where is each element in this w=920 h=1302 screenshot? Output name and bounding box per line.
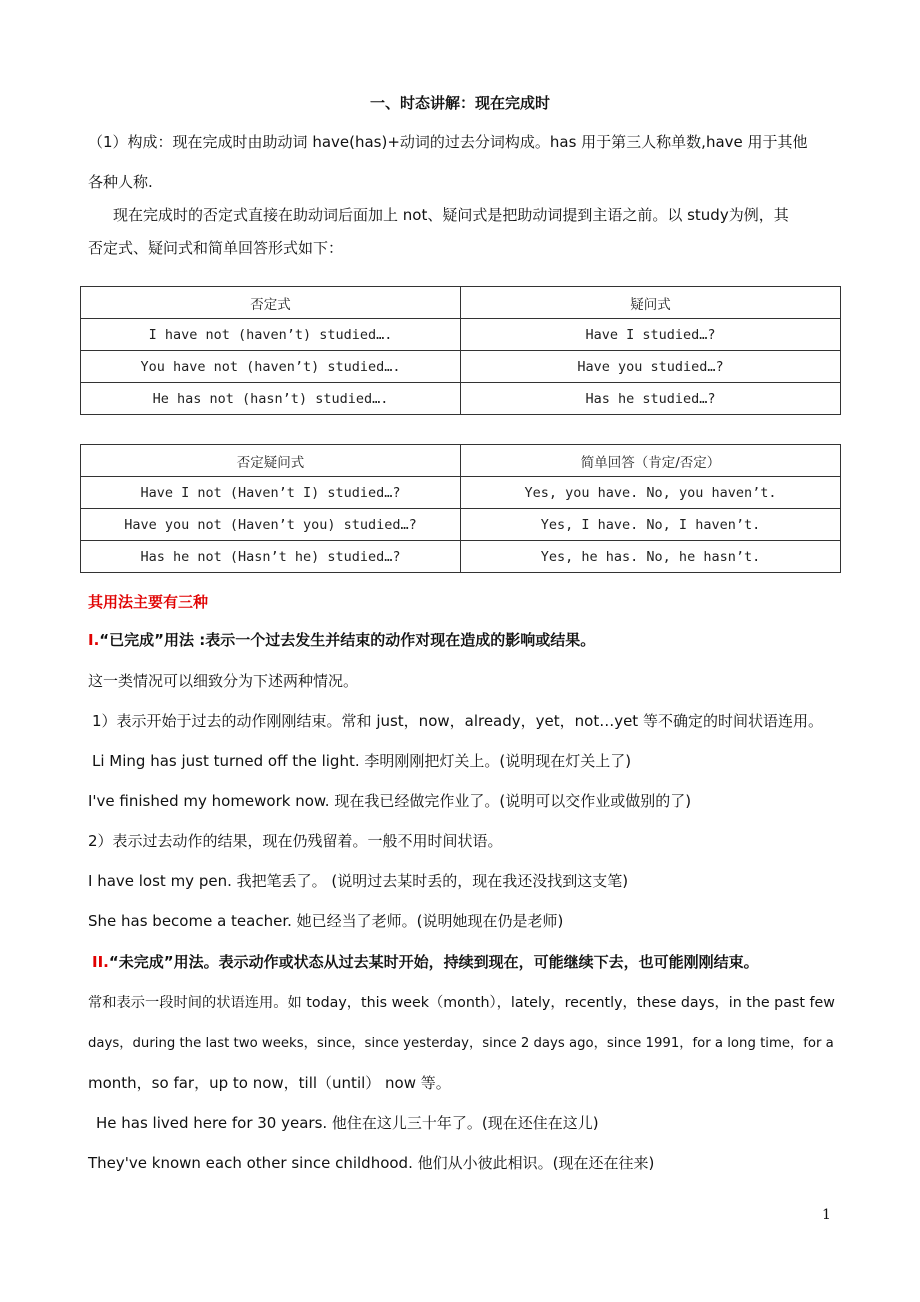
section-1-heading-text: “已完成”用法 :表示一个过去发生并结束的动作对现在造成的影响或结果。 xyxy=(99,631,596,649)
table-cell: Yes, you have. No, you haven’t. xyxy=(461,477,841,509)
intro-line-3: 现在完成时的否定式直接在助动词后面加上 not、疑问式是把助动词提到主语之前。以 study为例，其 xyxy=(113,206,789,224)
usage-heading: 其用法主要有三种 xyxy=(88,593,209,611)
section-2-line: days，during the last two weeks，since，since yesterday，since 2 days ago，since 1991，for a long time，for a xyxy=(88,1036,834,1051)
table-cell: Yes, he has. No, he hasn’t. xyxy=(461,541,841,573)
table-cell: Have I studied…? xyxy=(461,319,841,351)
section-1-line: Li Ming has just turned off the light. 李明刚刚把灯关上。(说明现在灯关上了) xyxy=(92,752,632,770)
section-2-heading-text: “未完成”用法。表示动作或状态从过去某时开始，持续到现在，可能继续下去，也可能刚刚结束。 xyxy=(108,953,759,971)
intro-line-4: 否定式、疑问式和简单回答形式如下： xyxy=(88,239,344,257)
negative-question-table xyxy=(80,286,841,415)
table-cell: Yes, I have. No, I haven’t. xyxy=(461,509,841,541)
section-1-line: 这一类情况可以细致分为下述两种情况。 xyxy=(88,672,359,690)
table-header-row xyxy=(81,445,841,477)
section-1-line: 1）表示开始于过去的动作刚刚结束。常和 just，now，already，yet，not…yet 等不确定的时间状语连用。 xyxy=(92,712,823,730)
section-2-line: He has lived here for 30 years. 他住在这儿三十年了。(现在还住在这儿) xyxy=(96,1114,599,1132)
table-cell: Has he studied…? xyxy=(461,383,841,415)
page-number: 1 xyxy=(822,1207,831,1223)
table-header-cell: 否定疑问式 xyxy=(81,445,461,477)
section-1-heading xyxy=(88,629,840,650)
table-row xyxy=(81,541,841,573)
table-cell: I have not (haven’t) studied…. xyxy=(81,319,461,351)
table-header-cell: 否定式 xyxy=(81,287,461,319)
section-1-line: She has become a teacher. 她已经当了老师。(说明她现在仍是老师) xyxy=(88,912,564,930)
table-row xyxy=(81,351,841,383)
section-1-line: I've finished my homework now. 现在我已经做完作业了。(说明可以交作业或做别的了) xyxy=(88,792,692,810)
table-cell: Have you not (Haven’t you) studied…? xyxy=(81,509,461,541)
table-header-cell: 简单回答（肯定/否定） xyxy=(461,445,841,477)
section-2-heading xyxy=(92,951,844,972)
intro-line-2: 各种人称. xyxy=(88,173,153,191)
section-1-line: 2）表示过去动作的结果，现在仍残留着。一般不用时间状语。 xyxy=(88,832,503,850)
section-2-numeral: II. xyxy=(92,953,109,971)
intro-line-1: （1）构成：现在完成时由助动词 have(has)+动词的过去分词构成。has 用于第三人称单数,have 用于其他 xyxy=(88,133,808,151)
table-cell: Has he not (Hasn’t he) studied…? xyxy=(81,541,461,573)
table-row xyxy=(81,383,841,415)
section-2-line: 常和表示一段时间的状语连用。如 today，this week（month），lately，recently，these days，in the past few xyxy=(88,995,835,1011)
table-row xyxy=(81,509,841,541)
table-row xyxy=(81,477,841,509)
page-title: 一、时态讲解：现在完成时 xyxy=(369,94,550,112)
table-header-row xyxy=(81,287,841,319)
table-row xyxy=(81,319,841,351)
section-2-line: month，so far，up to now，till（until） now 等。 xyxy=(88,1074,451,1092)
table-cell: You have not (haven’t) studied…. xyxy=(81,351,461,383)
table-cell: Have you studied…? xyxy=(461,351,841,383)
section-2-line: They've known each other since childhood. 他们从小彼此相识。(现在还在往来) xyxy=(88,1154,655,1172)
table-cell: Have I not (Haven’t I) studied…? xyxy=(81,477,461,509)
section-1-numeral: I. xyxy=(88,631,100,649)
answer-table xyxy=(80,444,841,573)
section-1-line: I have lost my pen. 我把笔丢了。 (说明过去某时丢的，现在我还没找到这支笔) xyxy=(88,872,629,890)
table-header-cell: 疑问式 xyxy=(461,287,841,319)
table-cell: He has not (hasn’t) studied…. xyxy=(81,383,461,415)
